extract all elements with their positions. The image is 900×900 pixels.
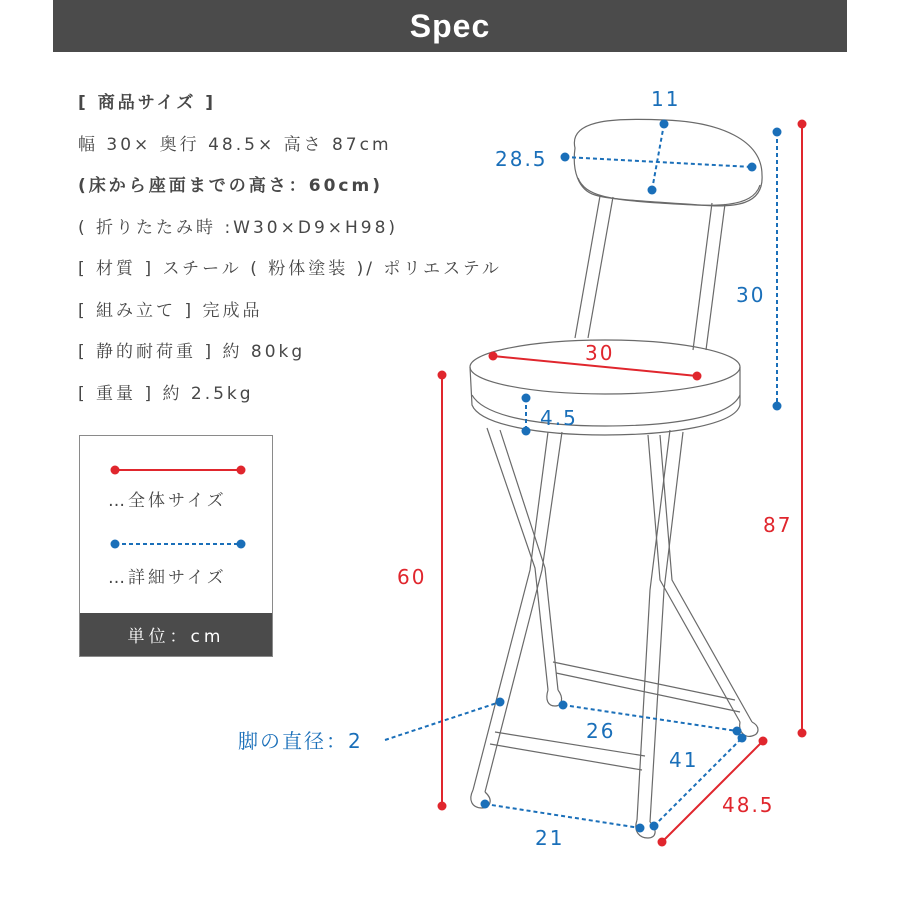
spec-line-product-size-heading: [ 商品サイズ ] bbox=[78, 93, 217, 113]
overall-dimension-points bbox=[438, 120, 807, 847]
legend-detail-label: …詳細サイズ bbox=[108, 568, 227, 588]
spec-line-assembly: [ 組み立て ] 完成品 bbox=[78, 300, 263, 321]
spec-line-weight: [ 重量 ] 約 2.5kg bbox=[78, 383, 254, 404]
backrest-to-seat-label: 30 bbox=[736, 283, 766, 307]
spec-line-dimensions: 幅 30× 奥行 48.5× 高さ 87cm bbox=[78, 134, 392, 155]
spec-line-folded-size: ( 折りたたみ時 :W30×D9×H98) bbox=[78, 217, 399, 238]
front-base-width-label: 21 bbox=[535, 826, 565, 850]
detail-dimension-points bbox=[481, 120, 782, 833]
spec-line-load-capacity: [ 静的耐荷重 ] 約 80kg bbox=[78, 342, 306, 362]
backrest-width-label: 28.5 bbox=[495, 147, 548, 171]
total-depth-label: 48.5 bbox=[722, 793, 775, 817]
backrest-height-label: 11 bbox=[651, 87, 681, 111]
seat-thickness-label: 4.5 bbox=[540, 406, 578, 430]
seat-height-label: 60 bbox=[397, 565, 427, 589]
legend-unit: 単位：cm bbox=[80, 613, 272, 656]
overall-dimension-lines bbox=[442, 124, 802, 842]
total-height-label: 87 bbox=[763, 513, 793, 537]
chair-outline bbox=[470, 119, 762, 838]
rear-base-width-label: 26 bbox=[586, 719, 616, 743]
base-depth-label: 41 bbox=[669, 748, 699, 772]
legend-overall-label: …全体サイズ bbox=[108, 491, 227, 511]
spec-line-material: [ 材質 ] スチール ( 粉体塗装 )/ ポリエステル bbox=[78, 259, 502, 279]
seat-diameter-label: 30 bbox=[585, 341, 615, 365]
detail-dimension-lines bbox=[385, 124, 777, 828]
spec-line-seat-height: (床から座面までの高さ：60cm) bbox=[78, 176, 383, 196]
leg-diameter-label: 脚の直径：2 bbox=[238, 729, 363, 753]
page-title: Spec bbox=[409, 7, 491, 44]
